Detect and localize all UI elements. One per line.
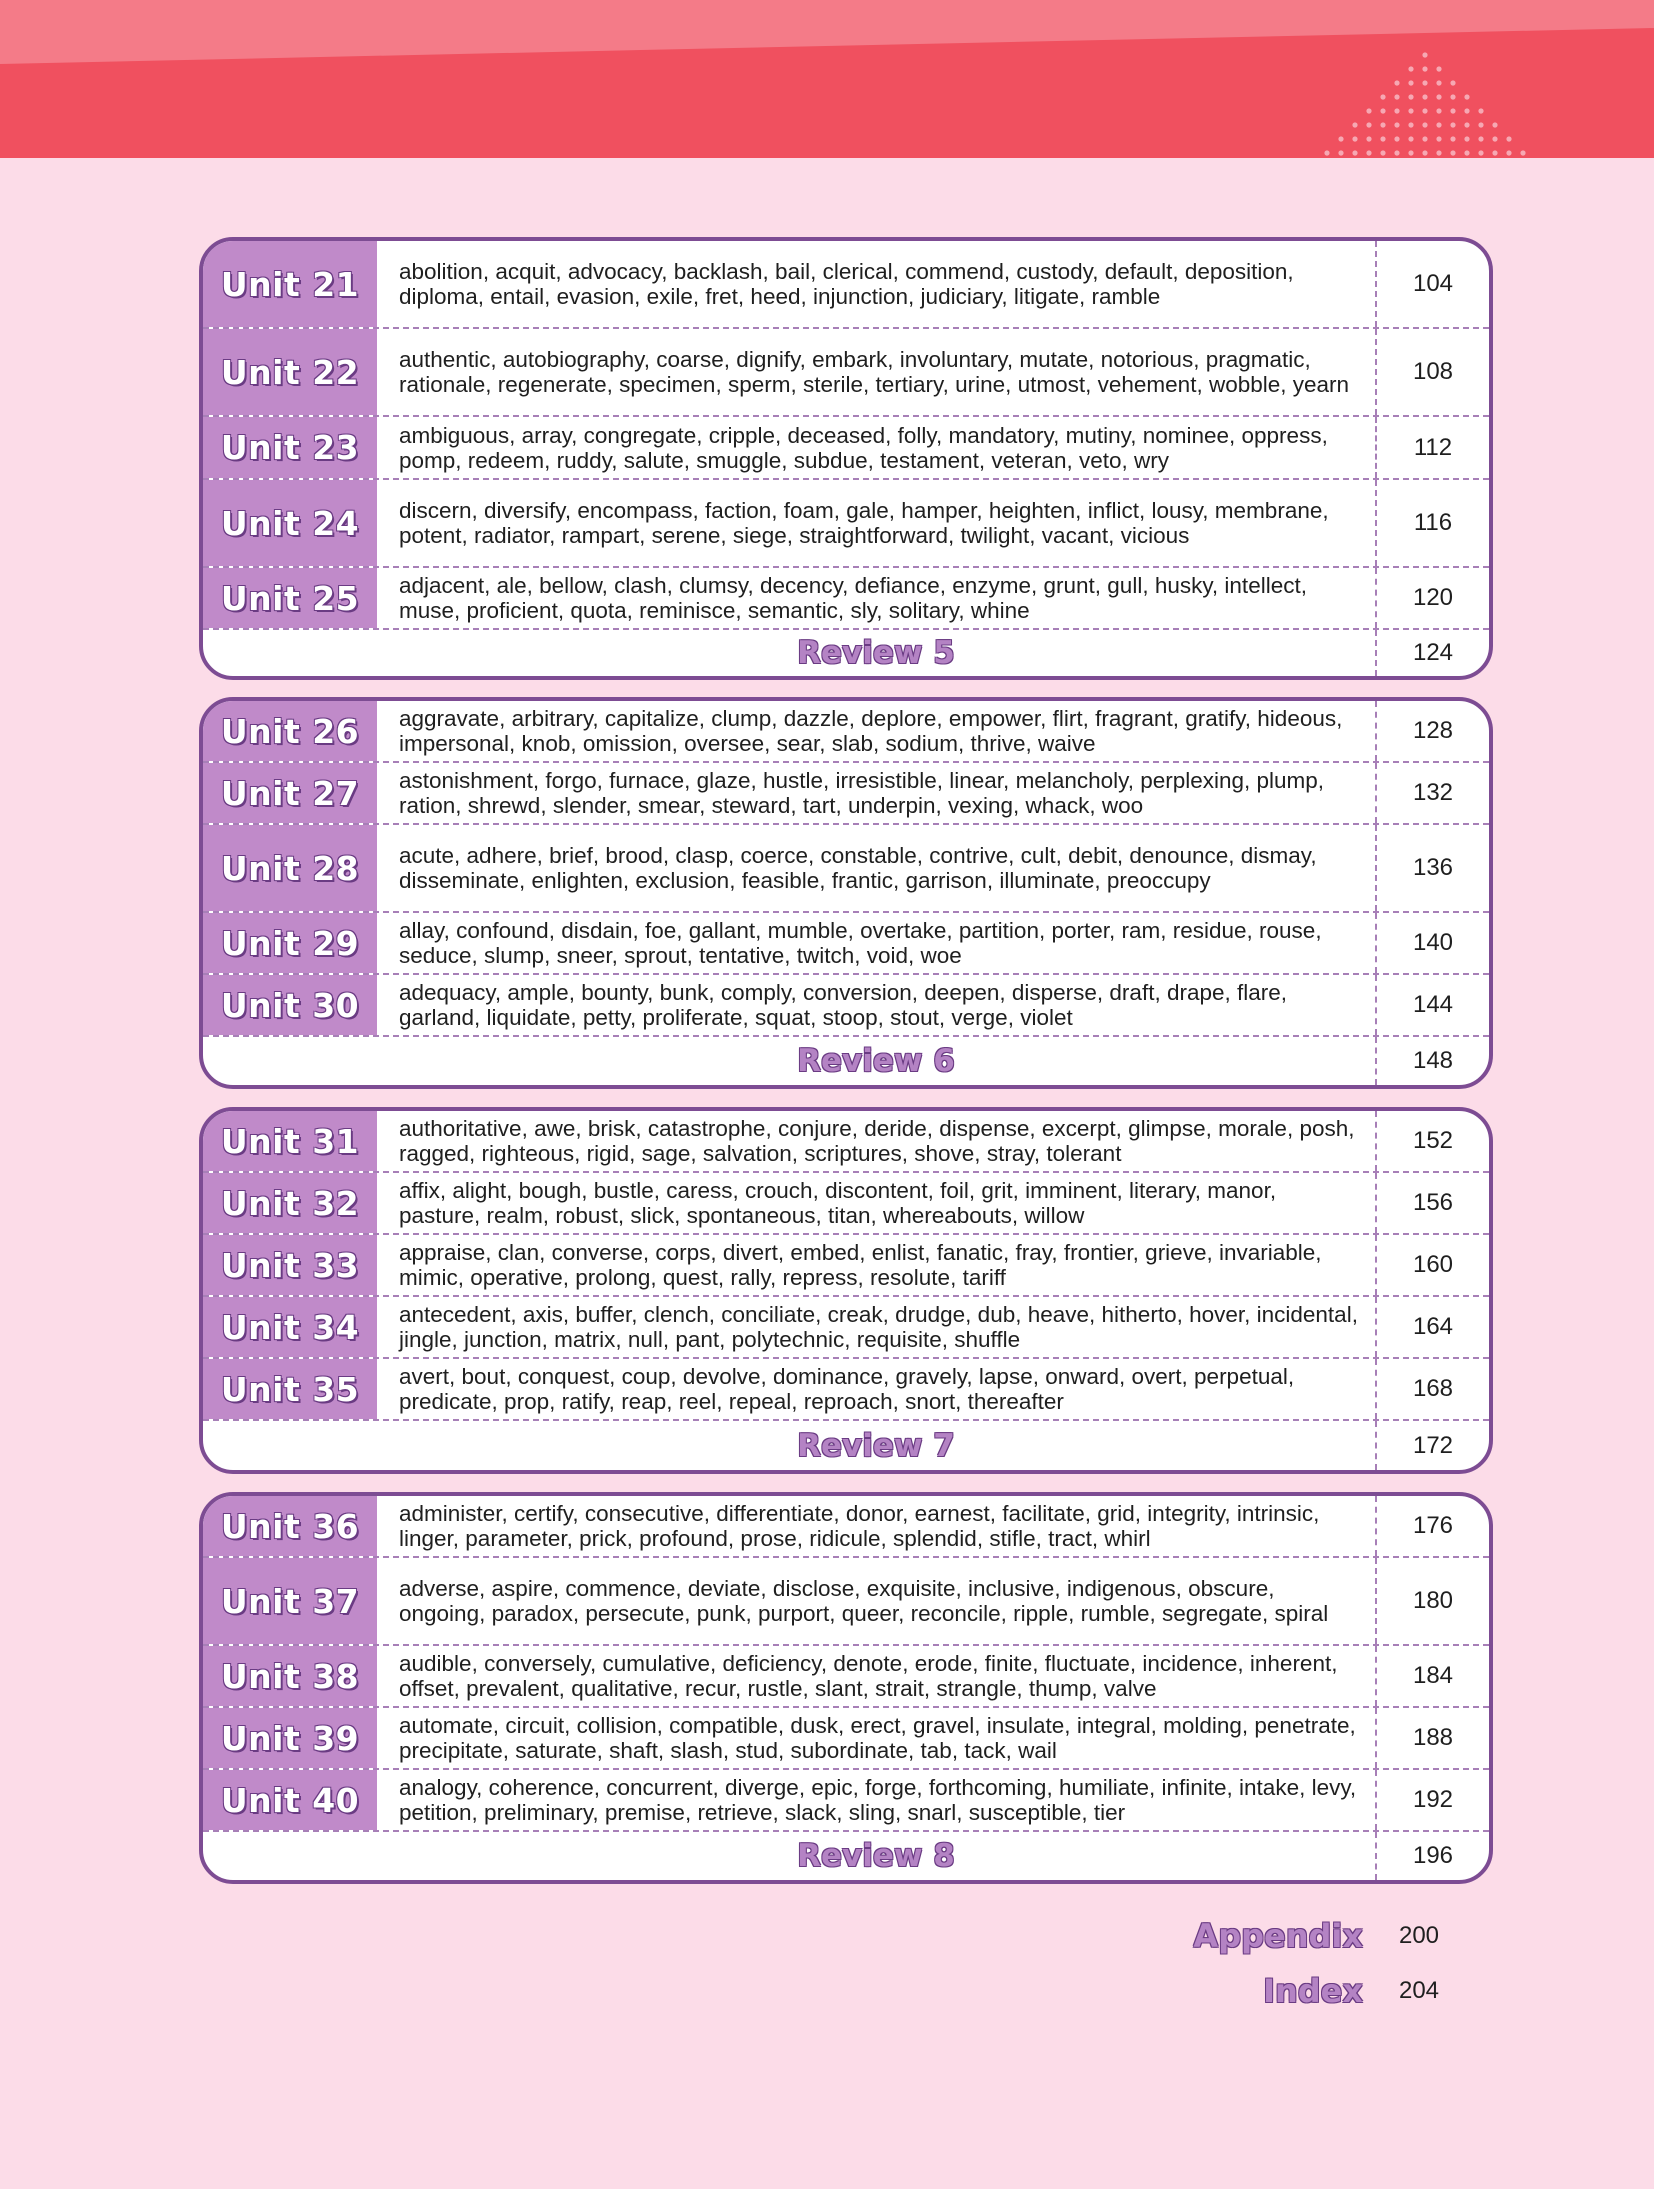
decorative-dot <box>1408 108 1413 113</box>
decorative-dot <box>1506 150 1511 155</box>
review-label: Review 6 <box>203 1037 1377 1085</box>
decorative-dot <box>1352 122 1357 127</box>
appendix-label: Appendix <box>1193 1917 1363 1955</box>
decorative-dot <box>1464 94 1469 99</box>
page-number: 204 <box>1398 1977 1440 2004</box>
decorative-dot <box>1520 150 1525 155</box>
toc-row[interactable] <box>203 480 1489 568</box>
unit-words: authoritative, awe, brisk, catastrophe, conjure, deride, dispense, excerpt, glimpse, morale, posh, ragged, righteous, rigid, sage, salvation, scriptures, shove, stray, tolerant <box>377 1111 1377 1171</box>
unit-label: Unit 33 <box>203 1235 377 1295</box>
decorative-dot <box>1422 80 1427 85</box>
toc-row[interactable] <box>203 1235 1489 1297</box>
page-number: 108 <box>1412 358 1454 385</box>
decorative-dot <box>1436 136 1441 141</box>
toc-group-1 <box>199 237 1493 680</box>
page-number: 132 <box>1412 779 1454 806</box>
unit-label: Unit 34 <box>203 1297 377 1357</box>
page-number: 168 <box>1412 1375 1454 1402</box>
decorative-dot <box>1352 150 1357 155</box>
decorative-dot <box>1436 66 1441 71</box>
unit-words: discern, diversify, encompass, faction, foam, gale, hamper, heighten, inflict, lousy, membrane, potent, radiator, rampart, serene, siege, straightforward, twilight, vacant, vicious <box>377 480 1377 566</box>
decorative-dot <box>1366 136 1371 141</box>
index-label: Index <box>1263 1972 1363 2010</box>
toc-row[interactable] <box>203 763 1489 825</box>
decorative-dot <box>1464 108 1469 113</box>
decorative-dot <box>1394 150 1399 155</box>
decorative-dot <box>1408 80 1413 85</box>
toc-group-4 <box>199 1492 1493 1884</box>
review-row[interactable] <box>203 1421 1489 1470</box>
unit-label: Unit 37 <box>203 1558 377 1644</box>
toc-row[interactable] <box>203 1708 1489 1770</box>
page-number: 104 <box>1412 270 1454 297</box>
page-number: 120 <box>1412 584 1454 611</box>
unit-words: aggravate, arbitrary, capitalize, clump, dazzle, deplore, empower, flirt, fragrant, gratify, hideous, impersonal, knob, omission, oversee, sear, slab, sodium, thrive, waive <box>377 701 1377 761</box>
unit-label: Unit 38 <box>203 1646 377 1706</box>
decorative-dot <box>1380 94 1385 99</box>
decorative-dot <box>1394 94 1399 99</box>
decorative-dot <box>1394 122 1399 127</box>
unit-words: abolition, acquit, advocacy, backlash, bail, clerical, commend, custody, default, deposition, diploma, entail, evasion, exile, fret, heed, injunction, judiciary, litigate, ramble <box>377 241 1377 327</box>
review-label: Review 8 <box>203 1832 1377 1880</box>
decorative-dot <box>1408 94 1413 99</box>
decorative-dot <box>1422 66 1427 71</box>
toc-row[interactable] <box>203 1297 1489 1359</box>
toc-row[interactable] <box>203 568 1489 630</box>
decorative-dot <box>1422 136 1427 141</box>
decorative-dot <box>1450 80 1455 85</box>
page-number: 196 <box>1412 1842 1454 1869</box>
decorative-dot <box>1380 122 1385 127</box>
toc-row[interactable] <box>203 1496 1489 1558</box>
decorative-dot <box>1450 136 1455 141</box>
decorative-dot <box>1464 122 1469 127</box>
unit-words: avert, bout, conquest, coup, devolve, dominance, gravely, lapse, onward, overt, perpetual, predicate, prop, ratify, reap, reel, repeal, reproach, snort, thereafter <box>377 1359 1377 1419</box>
toc-row[interactable] <box>203 701 1489 763</box>
decorative-dot <box>1422 94 1427 99</box>
decorative-dot <box>1366 150 1371 155</box>
decorative-dot <box>1506 136 1511 141</box>
unit-label: Unit 39 <box>203 1708 377 1768</box>
decorative-dot <box>1380 136 1385 141</box>
page-number: 172 <box>1412 1431 1454 1459</box>
page-number: 136 <box>1412 854 1454 881</box>
decorative-dot <box>1366 122 1371 127</box>
unit-words: affix, alight, bough, bustle, caress, crouch, discontent, foil, grit, imminent, literary, manor, pasture, realm, robust, slick, spontaneous, titan, whereabouts, willow <box>377 1173 1377 1233</box>
unit-words: adequacy, ample, bounty, bunk, comply, conversion, deepen, disperse, draft, drape, flare, garland, liquidate, petty, proliferate, squat, stoop, stout, verge, violet <box>377 975 1377 1035</box>
decorative-dot <box>1380 150 1385 155</box>
decorative-dot <box>1492 150 1497 155</box>
unit-words: authentic, autobiography, coarse, dignify, embark, involuntary, mutate, notorious, pragmatic, rationale, regenerate, specimen, sperm, sterile, tertiary, urine, utmost, vehement, wobble, yearn <box>377 329 1377 415</box>
toc-group-2 <box>199 697 1493 1089</box>
decorative-dot <box>1422 108 1427 113</box>
index-entry[interactable] <box>1063 1972 1475 2010</box>
decorative-dot <box>1436 150 1441 155</box>
decorative-dot <box>1408 150 1413 155</box>
unit-label: Unit 35 <box>203 1359 377 1419</box>
decorative-dot <box>1492 136 1497 141</box>
page-number: 200 <box>1398 1922 1440 1949</box>
decorative-dot <box>1394 136 1399 141</box>
unit-label: Unit 32 <box>203 1173 377 1233</box>
unit-label: Unit 24 <box>203 480 377 566</box>
review-row[interactable] <box>203 630 1489 676</box>
unit-words: appraise, clan, converse, corps, divert, embed, enlist, fanatic, fray, frontier, grieve, invariable, mimic, operative, prolong, quest, rally, repress, resolute, tariff <box>377 1235 1377 1295</box>
toc-row[interactable] <box>203 241 1489 329</box>
decorative-dot <box>1408 136 1413 141</box>
page-number: 192 <box>1412 1786 1454 1813</box>
decorative-dot <box>1492 122 1497 127</box>
unit-words: ambiguous, array, congregate, cripple, deceased, folly, mandatory, mutiny, nominee, oppress, pomp, redeem, ruddy, salute, smuggle, subdue, testament, veteran, veto, wry <box>377 417 1377 478</box>
unit-label: Unit 27 <box>203 763 377 823</box>
page-number: 112 <box>1413 433 1453 461</box>
unit-label: Unit 36 <box>203 1496 377 1556</box>
toc-row[interactable] <box>203 1646 1489 1708</box>
review-row[interactable] <box>203 1832 1489 1880</box>
decorative-dot <box>1436 94 1441 99</box>
decorative-dot <box>1394 80 1399 85</box>
page-number: 144 <box>1412 991 1454 1018</box>
decorative-dot <box>1352 136 1357 141</box>
decorative-dot <box>1394 108 1399 113</box>
toc-row[interactable] <box>203 1558 1489 1646</box>
unit-words: antecedent, axis, buffer, clench, conciliate, creak, drudge, dub, heave, hitherto, hover, incidental, jingle, junction, matrix, null, pant, polytechnic, requisite, shuffle <box>377 1297 1377 1357</box>
decorative-dot <box>1422 150 1427 155</box>
decorative-dot <box>1478 150 1483 155</box>
page-number: 116 <box>1413 509 1453 536</box>
unit-label: Unit 26 <box>203 701 377 761</box>
page-number: 152 <box>1412 1127 1454 1154</box>
toc-row[interactable] <box>203 1359 1489 1421</box>
decorative-dot <box>1450 122 1455 127</box>
decorative-dot <box>1450 150 1455 155</box>
review-row[interactable] <box>203 1037 1489 1085</box>
toc-row[interactable] <box>203 975 1489 1037</box>
unit-label: Unit 29 <box>203 913 377 973</box>
decorative-dot <box>1324 150 1329 155</box>
unit-words: audible, conversely, cumulative, deficiency, denote, erode, finite, fluctuate, incidence, inherent, offset, prevalent, qualitative, recur, rustle, slant, strait, strangle, thump, valve <box>377 1646 1377 1706</box>
decorative-dot <box>1366 108 1371 113</box>
decorative-dot <box>1422 122 1427 127</box>
unit-words: administer, certify, consecutive, differentiate, donor, earnest, facilitate, grid, integrity, intrinsic, linger, parameter, prick, profound, prose, ridicule, splendid, stifle, tract, whirl <box>377 1496 1377 1556</box>
decorative-dot <box>1436 80 1441 85</box>
page-number: 156 <box>1412 1189 1454 1216</box>
page-number: 188 <box>1412 1724 1454 1751</box>
header-banner <box>0 0 1654 160</box>
decorative-dot <box>1450 108 1455 113</box>
toc-group-3 <box>199 1107 1493 1474</box>
review-label: Review 5 <box>203 630 1377 676</box>
unit-label: Unit 28 <box>203 825 377 911</box>
decorative-dot <box>1478 122 1483 127</box>
decorative-dot <box>1478 108 1483 113</box>
unit-words: astonishment, forgo, furnace, glaze, hustle, irresistible, linear, melancholy, perplexing, plump, ration, shrewd, slender, smear, steward, tart, underpin, vexing, whack, woo <box>377 763 1377 823</box>
decorative-dot <box>1408 122 1413 127</box>
decorative-dot <box>1464 150 1469 155</box>
toc-row[interactable] <box>203 1770 1489 1832</box>
toc-row[interactable] <box>203 825 1489 913</box>
decorative-dot <box>1422 52 1427 57</box>
toc-row[interactable] <box>203 913 1489 975</box>
unit-words: allay, confound, disdain, foe, gallant, mumble, overtake, partition, porter, ram, residue, rouse, seduce, slump, sneer, sprout, tentative, twitch, void, woe <box>377 913 1377 973</box>
unit-words: analogy, coherence, concurrent, diverge, epic, forge, forthcoming, humiliate, infinite, intake, levy, petition, preliminary, premise, retrieve, slack, sling, snarl, susceptible, tier <box>377 1770 1377 1830</box>
decorative-dot <box>1338 136 1343 141</box>
unit-label: Unit 25 <box>203 568 377 628</box>
page-number: 128 <box>1412 717 1454 744</box>
page-number: 124 <box>1412 639 1454 666</box>
page-number: 176 <box>1412 1512 1454 1539</box>
decorative-dot <box>1436 108 1441 113</box>
toc-row[interactable] <box>203 329 1489 417</box>
page-number: 184 <box>1412 1662 1454 1689</box>
toc-row[interactable] <box>203 1111 1489 1173</box>
unit-label: Unit 30 <box>203 975 377 1035</box>
appendix-entry[interactable] <box>1063 1917 1475 1955</box>
decorative-dot <box>1338 150 1343 155</box>
unit-words: adjacent, ale, bellow, clash, clumsy, decency, defiance, enzyme, grunt, gull, husky, intellect, muse, proficient, quota, reminisce, semantic, sly, solitary, whine <box>377 568 1377 628</box>
decorative-dot <box>1450 94 1455 99</box>
page-number: 164 <box>1412 1313 1454 1340</box>
page-number: 140 <box>1412 929 1454 956</box>
decorative-dot <box>1436 122 1441 127</box>
toc-row[interactable] <box>203 417 1489 480</box>
unit-label: Unit 22 <box>203 329 377 415</box>
unit-words: automate, circuit, collision, compatible, dusk, erect, gravel, insulate, integral, molding, penetrate, precipitate, saturate, shaft, slash, stud, subordinate, tab, tack, wail <box>377 1708 1377 1768</box>
decorative-dot <box>1464 136 1469 141</box>
unit-label: Unit 40 <box>203 1770 377 1830</box>
page-number: 160 <box>1412 1251 1454 1278</box>
page-number: 148 <box>1412 1047 1454 1074</box>
toc-row[interactable] <box>203 1173 1489 1235</box>
page-number: 180 <box>1412 1587 1454 1614</box>
review-label: Review 7 <box>203 1421 1377 1470</box>
unit-words: adverse, aspire, commence, deviate, disclose, exquisite, inclusive, indigenous, obscure, ongoing, paradox, persecute, punk, purport, queer, reconcile, ripple, rumble, segregate, spiral <box>377 1558 1377 1644</box>
decorative-dot <box>1408 66 1413 71</box>
unit-label: Unit 31 <box>203 1111 377 1171</box>
decorative-dot <box>1380 108 1385 113</box>
unit-label: Unit 23 <box>203 417 377 478</box>
unit-words: acute, adhere, brief, brood, clasp, coerce, constable, contrive, cult, debit, denounce, dismay, disseminate, enlighten, exclusion, feasible, frantic, garrison, illuminate, preoccupy <box>377 825 1377 911</box>
unit-label: Unit 21 <box>203 241 377 327</box>
decorative-dot <box>1478 136 1483 141</box>
